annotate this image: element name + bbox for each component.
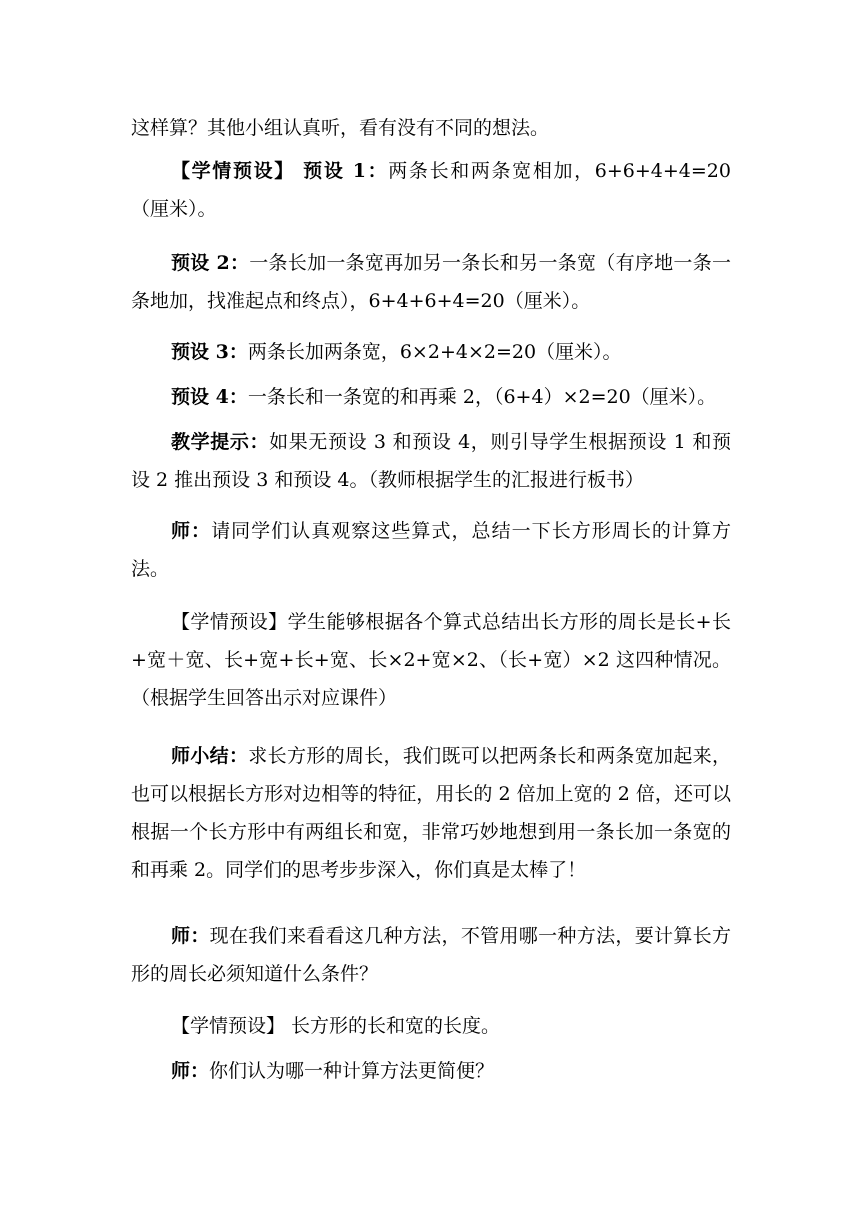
paragraph-label: 师： — [171, 925, 210, 947]
paragraph-label: 预设 3： — [171, 341, 248, 363]
paragraph-preset-3 — [131, 333, 731, 371]
paragraph-text: 你们认为哪一种计算方法更简便？ — [209, 1060, 495, 1082]
paragraph-teaching-tip — [131, 423, 731, 499]
paragraph-label: 预设 2： — [171, 252, 250, 274]
paragraph-text: 两条长和两条宽相加，6+6+4+4=20（厘米）。 — [131, 160, 731, 220]
paragraph-label: 师： — [171, 520, 212, 542]
paragraph-teacher-3 — [131, 1052, 731, 1090]
paragraph-text: 【学情预设】 长方形的长和宽的长度。 — [171, 1015, 501, 1037]
paragraph-text: 一条长加一条宽再加另一条长和另一条宽（有序地一条一条地加，找准起点和终点），6+4+6+4=20（厘米）。 — [131, 252, 731, 312]
paragraph-label: 【学情预设】 预设 1： — [171, 160, 389, 182]
paragraph-text: 如果无预设 3 和预设 4，则引导学生根据预设 1 和预设 2 推出预设 3 和预设 4。（教师根据学生的汇报进行板书） — [131, 431, 731, 491]
paragraph-text: 现在我们来看看这几种方法，不管用哪一种方法，要计算长方形的周长必须知道什么条件？ — [131, 925, 731, 985]
paragraph-text: 请同学们认真观察这些算式，总结一下长方形周长的计算方法。 — [131, 520, 731, 580]
paragraph-learning-preset-2 — [131, 1007, 731, 1045]
paragraph-continuation — [131, 109, 731, 147]
paragraph-preset-4 — [131, 378, 731, 416]
paragraph-preset-1 — [131, 152, 731, 228]
paragraph-label: 师： — [171, 1060, 210, 1082]
paragraph-text: 求长方形的周长，我们既可以把两条长和两条宽加起来，也可以根据长方形对边相等的特征，用长的 2 倍加上宽的 2 倍，还可以根据一个长方形中有两组长和宽，非常巧妙地想到用一条长加一条宽的和再乘 2。同学们的思考步步深入，你们真是太棒了！ — [131, 745, 731, 881]
paragraph-text: 一条长和一条宽的和再乘 2，（6+4）×2=20（厘米）。 — [247, 386, 717, 408]
paragraph-text: 【学情预设】学生能够根据各个算式总结出长方形的周长是长+长+宽＋宽、长+宽+长+宽、长×2+宽×2、（长+宽）×2 这四种情况。（根据学生回答出示对应课件） — [131, 611, 731, 709]
paragraph-teacher-2 — [131, 917, 731, 993]
paragraph-preset-2 — [131, 244, 731, 320]
paragraph-learning-preset — [131, 603, 731, 717]
paragraph-label: 师小结： — [171, 745, 249, 767]
paragraph-text: 这样算？其他小组认真听，看有没有不同的想法。 — [131, 117, 550, 139]
paragraph-teacher-summary — [131, 737, 731, 889]
paragraph-teacher-1 — [131, 512, 731, 588]
paragraph-text: 两条长加两条宽，6×2+4×2=20（厘米）。 — [247, 341, 622, 363]
paragraph-label: 预设 4： — [171, 386, 248, 408]
paragraph-label: 教学提示： — [171, 431, 270, 453]
